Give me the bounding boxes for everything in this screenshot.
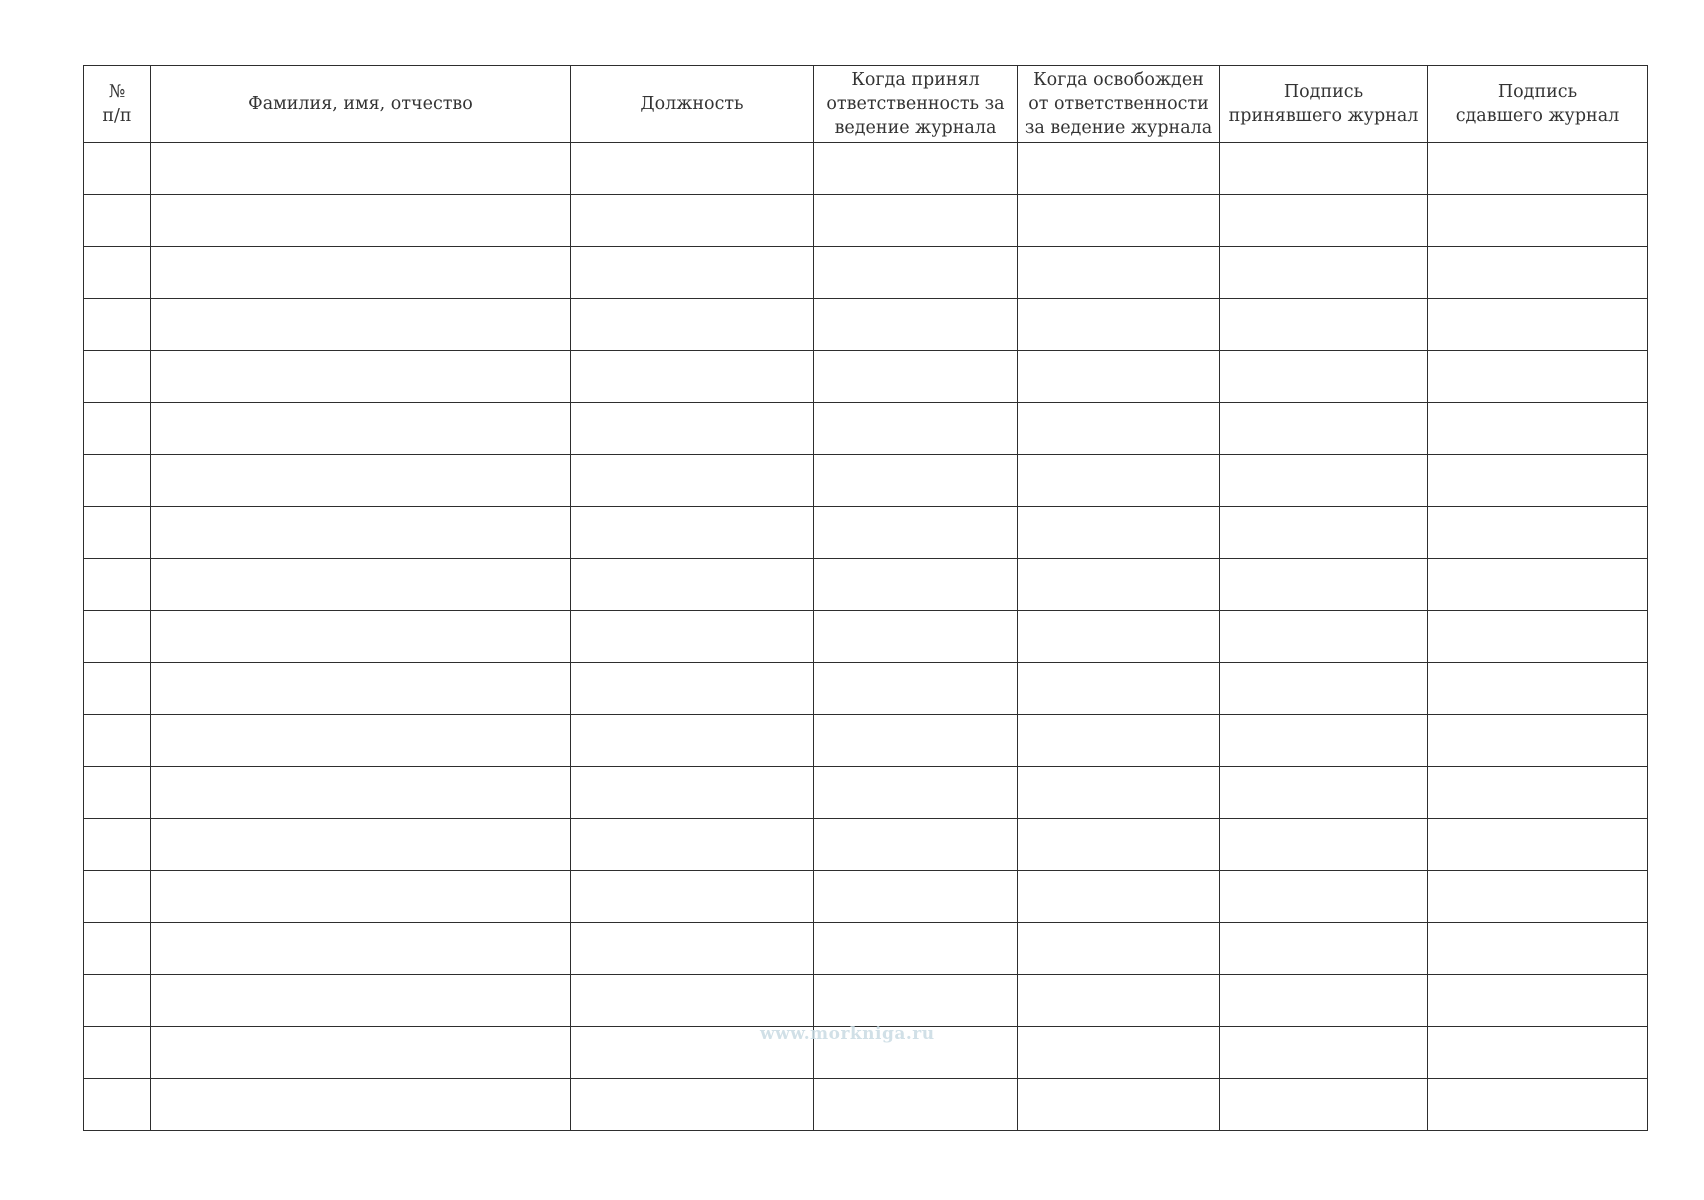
journal-body [84,143,1648,1131]
cell-position[interactable] [571,299,814,351]
header-line: ведение журнала [834,118,997,138]
cell-signature-handing-over[interactable] [1428,559,1648,611]
cell-released-date[interactable] [1018,507,1220,559]
cell-position[interactable] [571,663,814,715]
table-row [84,403,1648,455]
watermark: www.morkniga.ru [760,1024,935,1044]
cell-accepted-date[interactable] [814,455,1018,507]
table-row [84,559,1648,611]
cell-signature-handing-over[interactable] [1428,663,1648,715]
cell-accepted-date[interactable] [814,715,1018,767]
cell-released-date[interactable] [1018,403,1220,455]
cell-accepted-date[interactable] [814,871,1018,923]
header-line: Фамилия, имя, отчество [248,94,473,114]
cell-signature-accepting[interactable] [1220,871,1428,923]
header-row [84,66,1648,143]
cell-signature-handing-over[interactable] [1428,819,1648,871]
header-line: ответственность за [826,94,1005,114]
header-line: Подпись [1497,82,1578,102]
cell-signature-accepting[interactable] [1220,923,1428,975]
header-position [571,66,814,143]
cell-signature-accepting[interactable] [1220,715,1428,767]
cell-accepted-date[interactable] [814,923,1018,975]
cell-number[interactable] [84,1079,151,1131]
cell-signature-accepting[interactable] [1220,819,1428,871]
cell-position[interactable] [571,975,814,1027]
cell-full-name[interactable] [151,923,571,975]
cell-number[interactable] [84,1027,151,1079]
cell-released-date[interactable] [1018,1027,1220,1079]
cell-number[interactable] [84,195,151,247]
cell-position[interactable] [571,351,814,403]
cell-accepted-date[interactable] [814,299,1018,351]
cell-position[interactable] [571,559,814,611]
table-row [84,507,1648,559]
header-line: за ведение журнала [1024,118,1213,138]
header-signature-handing-over [1428,66,1648,143]
cell-number[interactable] [84,507,151,559]
header-line: Должность [640,94,744,114]
cell-signature-handing-over[interactable] [1428,1027,1648,1079]
cell-position[interactable] [571,715,814,767]
header-full-name [151,66,571,143]
cell-signature-handing-over[interactable] [1428,143,1648,195]
table-row [84,611,1648,663]
cell-signature-handing-over[interactable] [1428,455,1648,507]
header-released-date [1018,66,1220,143]
cell-position[interactable] [571,247,814,299]
cell-full-name[interactable] [151,559,571,611]
cell-released-date[interactable] [1018,715,1220,767]
table-row [84,923,1648,975]
cell-number[interactable] [84,871,151,923]
cell-accepted-date[interactable] [814,1079,1018,1131]
cell-signature-handing-over[interactable] [1428,923,1648,975]
cell-released-date[interactable] [1018,923,1220,975]
cell-released-date[interactable] [1018,559,1220,611]
cell-signature-accepting[interactable] [1220,975,1428,1027]
cell-accepted-date[interactable] [814,975,1018,1027]
cell-released-date[interactable] [1018,455,1220,507]
cell-position[interactable] [571,507,814,559]
cell-position[interactable] [571,819,814,871]
cell-position[interactable] [571,143,814,195]
header-signature-accepting [1220,66,1428,143]
cell-accepted-date[interactable] [814,767,1018,819]
cell-number[interactable] [84,663,151,715]
cell-signature-accepting[interactable] [1220,507,1428,559]
cell-full-name[interactable] [151,767,571,819]
cell-released-date[interactable] [1018,611,1220,663]
cell-accepted-date[interactable] [814,559,1018,611]
cell-signature-accepting[interactable] [1220,247,1428,299]
cell-position[interactable] [571,195,814,247]
header-line: сдавшего журнал [1455,106,1620,126]
cell-full-name[interactable] [151,299,571,351]
cell-number[interactable] [84,767,151,819]
cell-full-name[interactable] [151,663,571,715]
cell-signature-accepting[interactable] [1220,403,1428,455]
cell-signature-accepting[interactable] [1220,351,1428,403]
table-row [84,299,1648,351]
table-row [84,975,1648,1027]
cell-position[interactable] [571,767,814,819]
header-line: № [108,82,126,102]
cell-full-name[interactable] [151,871,571,923]
table-row [84,195,1648,247]
cell-released-date[interactable] [1018,195,1220,247]
table-row [84,143,1648,195]
table-row [84,767,1648,819]
cell-released-date[interactable] [1018,871,1220,923]
cell-full-name[interactable] [151,403,571,455]
cell-number[interactable] [84,455,151,507]
header-line: п/п [102,106,132,126]
cell-signature-accepting[interactable] [1220,1027,1428,1079]
cell-full-name[interactable] [151,819,571,871]
cell-signature-accepting[interactable] [1220,143,1428,195]
table-row [84,1079,1648,1131]
cell-accepted-date[interactable] [814,143,1018,195]
cell-signature-handing-over[interactable] [1428,299,1648,351]
cell-accepted-date[interactable] [814,507,1018,559]
cell-number[interactable] [84,923,151,975]
cell-full-name[interactable] [151,1079,571,1131]
cell-signature-handing-over[interactable] [1428,611,1648,663]
cell-released-date[interactable] [1018,143,1220,195]
cell-number[interactable] [84,403,151,455]
cell-accepted-date[interactable] [814,663,1018,715]
table-row [84,871,1648,923]
cell-released-date[interactable] [1018,1079,1220,1131]
table-row [84,715,1648,767]
cell-number[interactable] [84,143,151,195]
cell-number[interactable] [84,299,151,351]
cell-signature-accepting[interactable] [1220,1079,1428,1131]
cell-position[interactable] [571,1079,814,1131]
cell-number[interactable] [84,975,151,1027]
table-row [84,819,1648,871]
cell-signature-accepting[interactable] [1220,559,1428,611]
header-line: от ответственности [1028,94,1209,114]
cell-released-date[interactable] [1018,351,1220,403]
cell-number[interactable] [84,715,151,767]
header-line: принявшего журнал [1228,106,1419,126]
cell-number[interactable] [84,611,151,663]
cell-signature-accepting[interactable] [1220,611,1428,663]
cell-number[interactable] [84,819,151,871]
cell-signature-accepting[interactable] [1220,767,1428,819]
table-row [84,247,1648,299]
header-line: Подпись [1283,82,1364,102]
cell-number[interactable] [84,559,151,611]
cell-position[interactable] [571,455,814,507]
cell-number[interactable] [84,351,151,403]
cell-released-date[interactable] [1018,975,1220,1027]
cell-full-name[interactable] [151,715,571,767]
cell-released-date[interactable] [1018,299,1220,351]
table-row [84,455,1648,507]
header-line: Когда принял [851,70,980,90]
cell-full-name[interactable] [151,143,571,195]
cell-signature-handing-over[interactable] [1428,247,1648,299]
cell-full-name[interactable] [151,507,571,559]
header-line: Когда освобожден [1033,70,1204,90]
cell-released-date[interactable] [1018,767,1220,819]
header-accepted-date [814,66,1018,143]
cell-full-name[interactable] [151,975,571,1027]
cell-signature-handing-over[interactable] [1428,507,1648,559]
table-row [84,663,1648,715]
cell-full-name[interactable] [151,351,571,403]
cell-position[interactable] [571,403,814,455]
cell-released-date[interactable] [1018,663,1220,715]
cell-signature-handing-over[interactable] [1428,767,1648,819]
cell-position[interactable] [571,611,814,663]
cell-position[interactable] [571,923,814,975]
cell-signature-accepting[interactable] [1220,195,1428,247]
cell-accepted-date[interactable] [814,819,1018,871]
cell-signature-handing-over[interactable] [1428,975,1648,1027]
cell-number[interactable] [84,247,151,299]
table-row [84,351,1648,403]
cell-full-name[interactable] [151,247,571,299]
journal-table [83,65,1648,1131]
cell-full-name[interactable] [151,1027,571,1079]
cell-full-name[interactable] [151,611,571,663]
cell-signature-handing-over[interactable] [1428,351,1648,403]
cell-signature-handing-over[interactable] [1428,1079,1648,1131]
cell-signature-handing-over[interactable] [1428,195,1648,247]
cell-full-name[interactable] [151,455,571,507]
header-number [84,66,151,143]
cell-signature-handing-over[interactable] [1428,403,1648,455]
cell-position[interactable] [571,871,814,923]
cell-full-name[interactable] [151,195,571,247]
cell-accepted-date[interactable] [814,403,1018,455]
cell-accepted-date[interactable] [814,351,1018,403]
cell-signature-handing-over[interactable] [1428,871,1648,923]
cell-signature-handing-over[interactable] [1428,715,1648,767]
cell-accepted-date[interactable] [814,247,1018,299]
cell-accepted-date[interactable] [814,611,1018,663]
cell-signature-accepting[interactable] [1220,663,1428,715]
cell-released-date[interactable] [1018,247,1220,299]
cell-signature-accepting[interactable] [1220,455,1428,507]
cell-accepted-date[interactable] [814,195,1018,247]
cell-signature-accepting[interactable] [1220,299,1428,351]
cell-released-date[interactable] [1018,819,1220,871]
